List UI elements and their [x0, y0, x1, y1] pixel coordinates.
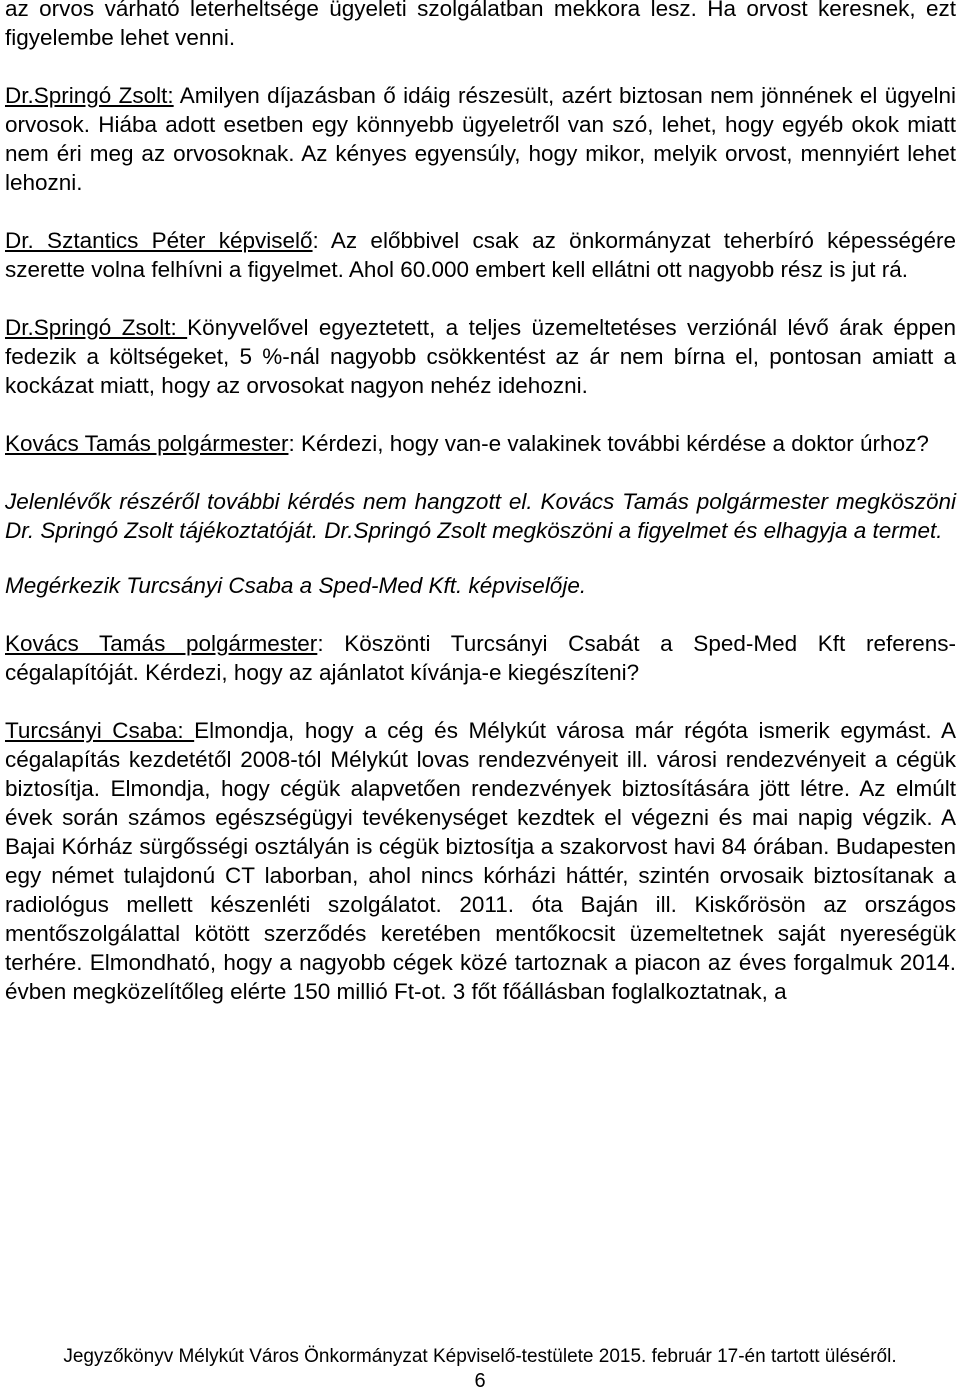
paragraph-4-text: Könyvelővel egyeztetett, a teljes üzemeltetéses verziónál lévő árak éppen fedezik a költségeket, 5 %-nál nagyobb csökkentést az ár nem bírna el, pontosan amiatt a kockázat miatt, hogy az orvosokat nagyon nehéz idehozni. — [5, 315, 956, 398]
paragraph-8-text: : Köszönti Turcsányi Csabát a Sped-Med Kft referens-cégalapítóját. Kérdezi, hogy az ajánlatot kívánja-e kiegészíteni? — [5, 631, 957, 685]
speaker-name: Turcsányi Csaba: — [5, 718, 195, 743]
paragraph-1-text: az orvos várható leterheltsége ügyeleti szolgálatban mekkora lesz. Ha orvost keresnek, ezt figyelembe lehet venni. — [5, 0, 956, 50]
paragraph-4 — [5, 313, 956, 400]
paragraph-9 — [5, 716, 956, 1006]
paragraph-6-text: Jelenlévők részéről további kérdés nem hangzott el. Kovács Tamás polgármester megköszöni Dr. Springó Zsolt tájékoztatóját. Dr.Springó Zsolt megköszöni a figyelmet és elhagyja a termet. — [5, 489, 956, 543]
speaker-name: Kovács Tamás polgármester — [5, 431, 289, 456]
paragraph-1 — [5, 0, 956, 52]
paragraph-gap — [5, 600, 956, 629]
paragraph-3 — [5, 226, 956, 284]
paragraph-5 — [5, 429, 956, 458]
paragraph-3-text: : Az előbbivel csak az önkormányzat teherbíró képességére szerette volna felhívni a figyelmet. Ahol 60.000 embert kell ellátni ott nagyobb rész is jut rá. — [5, 228, 957, 282]
paragraph-gap — [5, 400, 956, 429]
paragraph-9-text: Elmondja, hogy a cég és Mélykút városa már régóta ismerik egymást. A cégalapítás kezdetétől 2008-tól Mélykút lovas rendezvényeit ill. városi rendezvényeit a cégük biztosítja. Elmondja, hogy cégük alapvetően rendezvények biztosítására jött létre. Az elmúlt évek során számos egészségügyi tevékenységet kezdtek el végezni és mai napig végzik. A Bajai Kórház sürgősségi osztályán is cégük biztosítja a szakorvost havi 84 órában. Budapesten egy német tulajdonú CT laborban, ahol nincs kórházi háttér, szintén orvosaik biztosítanak a radiológus mellett készenléti szolgálatot. 2011. óta Baján ill. Kiskőrösön az országos mentőszolgálattal kötött szerződés keretében mentőkocsit üzemeltetnek saját nyereségük terhére. Elmondható, hogy a nagyobb cégek közé tartoznak a piacon az éves forgalmuk 2014. évben megközelítőleg elérte 150 millió Ft-ot. 3 főt főállásban foglalkoztatnak, a — [5, 718, 956, 1004]
paragraph-2 — [5, 81, 956, 197]
paragraph-8 — [5, 629, 956, 687]
paragraph-gap — [5, 197, 956, 226]
speaker-name: Dr.Springó Zsolt: — [5, 315, 188, 340]
document-body — [5, 0, 956, 1006]
speaker-name: Dr. Sztantics Péter képviselő — [5, 228, 313, 253]
paragraph-gap — [5, 687, 956, 716]
paragraph-7 — [5, 571, 956, 600]
page-footer: Jegyzőkönyv Mélykút Város Önkormányzat Képviselő-testülete 2015. február 17-én tartott üléséről. — [63, 1346, 897, 1367]
paragraph-gap — [5, 52, 956, 81]
paragraph-5-text: : Kérdezi, hogy van-e valakinek további kérdése a doktor úrhoz? — [288, 431, 929, 456]
speaker-name: Dr.Springó Zsolt: — [5, 83, 174, 108]
paragraph-gap — [5, 458, 956, 487]
paragraph-6 — [5, 487, 956, 545]
paragraph-gap — [5, 545, 956, 571]
paragraph-7-text: Megérkezik Turcsányi Csaba a Sped-Med Kft. képviselője. — [5, 573, 587, 598]
page-number: 6 — [474, 1370, 486, 1392]
paragraph-2-text: Amilyen díjazásban ő idáig részesült, azért biztosan nem jönnének el ügyelni orvosok. Hiába adott esetben egy könnyebb ügyeletről van szó, lehet, hogy egyéb okok miatt nem éri meg az orvosoknak. Az kényes egyensúly, hogy mikor, melyik orvost, mennyiért lehet lehozni. — [5, 83, 956, 195]
speaker-name: Kovács Tamás polgármester — [5, 631, 318, 656]
paragraph-gap — [5, 284, 956, 313]
